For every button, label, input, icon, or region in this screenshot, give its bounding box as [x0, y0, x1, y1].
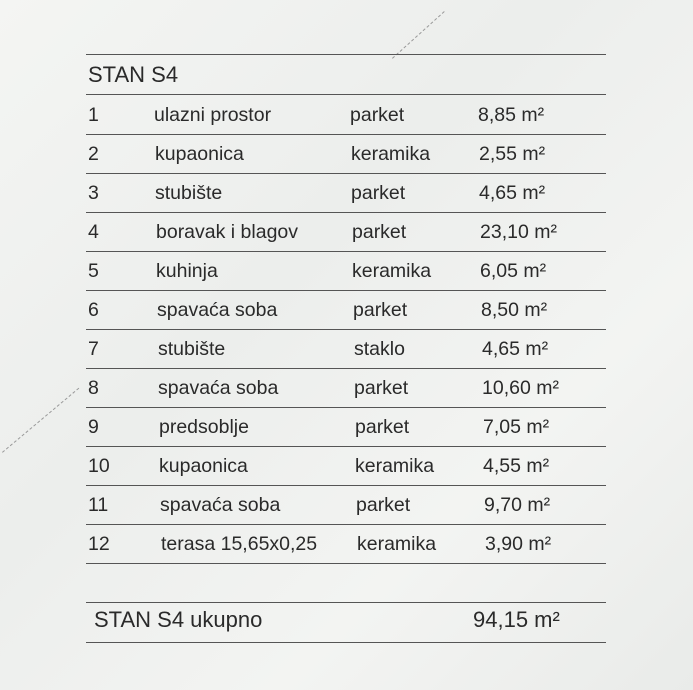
- row-number: 3: [88, 182, 99, 204]
- floor-type: staklo: [354, 338, 405, 360]
- row-number: 1: [88, 104, 99, 126]
- table-row: [86, 135, 606, 173]
- room-area: 4,55 m²: [483, 455, 550, 477]
- row-number: 8: [88, 377, 99, 399]
- room-area: 6,05 m²: [480, 260, 547, 282]
- room-area: 3,90 m²: [485, 533, 552, 555]
- row-number: 5: [88, 260, 99, 282]
- table-row: [86, 408, 606, 446]
- total-bottom-rule: [86, 642, 606, 643]
- floor-type: parket: [352, 221, 407, 243]
- floor-type: parket: [350, 104, 405, 126]
- title-rule: [86, 94, 606, 95]
- row-number: 7: [88, 338, 99, 360]
- row-number: 11: [88, 494, 109, 516]
- floor-type: keramika: [357, 533, 437, 555]
- room-name: kupaonica: [159, 455, 248, 477]
- room-area: 10,60 m²: [482, 377, 559, 399]
- row-number: 9: [88, 416, 99, 438]
- room-name: kuhinja: [156, 260, 218, 282]
- room-name: ulazni prostor: [154, 104, 272, 126]
- floor-type: parket: [356, 494, 411, 516]
- row-number: 12: [88, 533, 110, 555]
- room-name: spavaća soba: [160, 494, 281, 516]
- table-row: [86, 369, 606, 407]
- table-row: [86, 330, 606, 368]
- row-number: 6: [88, 299, 99, 321]
- room-area: 2,55 m²: [479, 143, 546, 165]
- table-row: [86, 252, 606, 290]
- total-top-rule: [86, 602, 606, 603]
- floor-type: parket: [353, 299, 408, 321]
- room-name: boravak i blagov: [156, 221, 299, 243]
- floor-type: parket: [351, 182, 406, 204]
- room-area: 4,65 m²: [482, 338, 549, 360]
- room-name: kupaonica: [155, 143, 244, 165]
- room-area: 4,65 m²: [479, 182, 546, 204]
- row-number: 4: [88, 221, 99, 243]
- room-name: terasa 15,65x0,25: [161, 533, 318, 555]
- top-rule: [86, 54, 606, 55]
- table-row: [86, 447, 606, 485]
- row-rule: [86, 563, 606, 564]
- room-area: 8,50 m²: [481, 299, 548, 321]
- room-name: spavaća soba: [157, 299, 278, 321]
- table-row: [86, 96, 606, 134]
- room-name: stubište: [158, 338, 226, 360]
- table-row: [86, 174, 606, 212]
- room-name: spavaća soba: [158, 377, 279, 399]
- room-name: predsoblje: [159, 416, 249, 438]
- floor-type: parket: [355, 416, 410, 438]
- row-number: 10: [88, 455, 110, 477]
- room-name: stubište: [155, 182, 223, 204]
- floor-type: keramika: [355, 455, 435, 477]
- fold-line-top: [392, 11, 445, 59]
- total-area: 94,15 m²: [473, 607, 560, 632]
- total-label: STAN S4 ukupno: [94, 607, 263, 632]
- floor-type: keramika: [352, 260, 432, 282]
- room-area: 9,70 m²: [484, 494, 551, 516]
- table-row: [86, 213, 606, 251]
- fold-line-left: [2, 388, 79, 453]
- room-area: 23,10 m²: [480, 221, 557, 243]
- room-area: 7,05 m²: [483, 416, 550, 438]
- table-row: [86, 525, 606, 563]
- table-row: [86, 291, 606, 329]
- table-row: [86, 486, 606, 524]
- floor-type: parket: [354, 377, 409, 399]
- page-title: STAN S4: [88, 62, 179, 87]
- floor-type: keramika: [351, 143, 431, 165]
- row-number: 2: [88, 143, 99, 165]
- room-area: 8,85 m²: [478, 104, 545, 126]
